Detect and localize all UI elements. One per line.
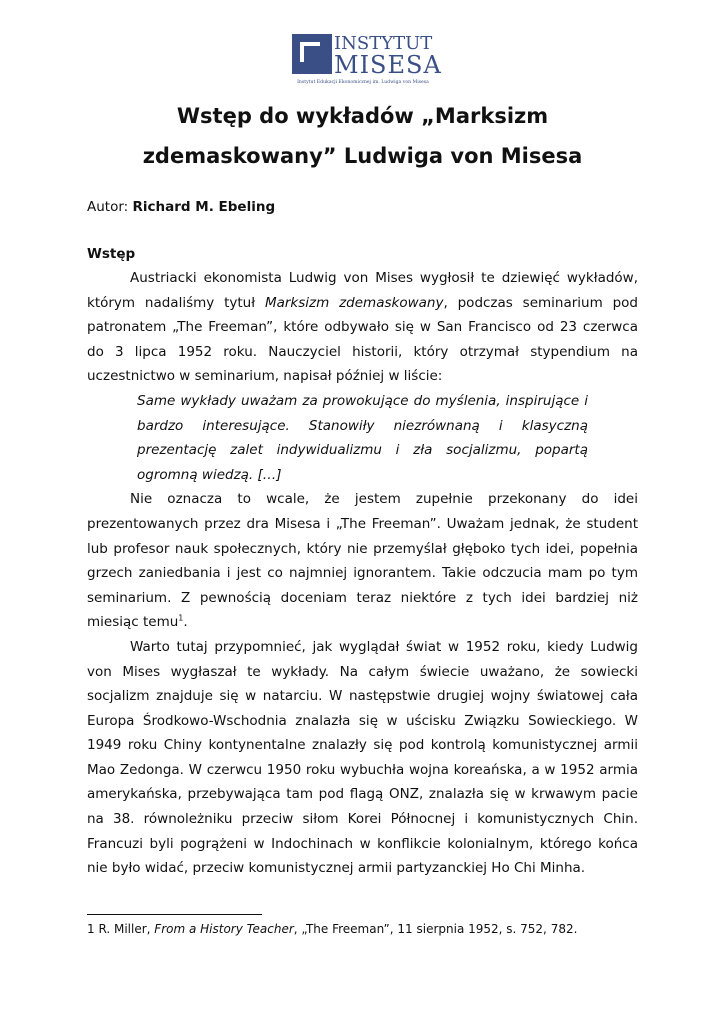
footnote [87, 922, 577, 936]
p2-end: . [183, 614, 188, 631]
footnote-divider [87, 914, 262, 915]
footnote-text-after: , „The Freeman”, 11 sierpnia 1952, s. 752, 782. [293, 922, 578, 936]
p1-text-before: Austriacki ekonomista Ludwig von Mises wygłosił te dziewięć wykładów, którym nadaliśmy tytuł [87, 270, 638, 311]
block-quote: Same wykłady uważam za prowokujące do myślenia, inspirujące i bardzo interesujące. Stanowiły niezrównaną i klasyczną prezentację zalet indywidualizmu i zła socjalizmu, popartą ogromną wiedzą. […] [137, 392, 588, 483]
document-body [87, 266, 638, 881]
author-label: Autor: [87, 199, 129, 215]
logo-line1: INSTYTUT [334, 33, 433, 54]
p2-text: Nie oznacza to wcale, że jestem zupełnie przekonany do idei prezentowanych przez dra Misesa i „The Freeman”. Uważam jednak, że student lub profesor nauk społecznych, który nie przemyślał głęboko tych idei, popełnia grzech zaniedbania i jest co najmniej ignorantem. Takie odczucia mam po tym seminarium. Z pewnością doceniam teraz niektóre z tych idei bardziej niż miesiąc temu [87, 491, 638, 631]
document-title [60, 96, 665, 176]
paragraph-3: Warto tutaj przypomnieć, jak wyglądał świat w 1952 roku, kiedy Ludwig von Mises wygłaszał te wykłady. Na całym świecie uważano, że sowiecki socjalizm znajduje się w natarciu. W następstwie drugiej wojny światowej cała Europa Środkowo-Wschodnia znalazła się w uścisku Związku Sowieckiego. W 1949 roku Chiny kontynentalne znalazły się pod kontrolą komunistycznej armii Mao Zedonga. W czerwcu 1950 roku wybuchła wojna koreańska, a w 1952 armia amerykańska, przebywająca tam pod flagą ONZ, znalazła się w krwawym pacie na 38. równoleżniku przeciw siłom Korei Północnej i komunistycznych Chin. Francuzi byli pogrążeni w Indochinach w konflikcie kolonialnym, którego końca nie było widać, przeciw komunistycznej armii partyzanckiej Ho Chi Minha. [87, 638, 638, 877]
p1-text-after: , podczas seminarium pod patronatem „The Freeman”, które odbywało się w San Francisco od 23 czerwca do 3 lipca 1952 roku. Nauczyciel historii, który otrzymał stypendium na uczestnictwo w seminarium, napisał później w liście: [87, 294, 639, 385]
author-line [87, 199, 275, 215]
footnote-text-before: R. Miller, [94, 922, 155, 936]
footnote-number: 1 [87, 922, 95, 936]
title-line2: zdemaskowany” Ludwiga von Misesa [142, 144, 583, 168]
paragraph-1 [87, 266, 638, 389]
paragraph-2 [87, 487, 638, 635]
footnote-italic-title: From a History Teacher [154, 922, 294, 936]
logo-line2: MISESA [334, 51, 442, 79]
logo-subtitle: Instytut Edukacji Ekonomicznej im. Ludwiga von Misesa [297, 80, 429, 85]
title-line1: Wstęp do wykładów „Marksizm [176, 104, 549, 128]
p1-italic-title: Marksizm zdemaskowany [264, 294, 444, 311]
section-heading: Wstęp [87, 246, 136, 262]
logo-mark-icon [292, 34, 332, 74]
author-name: Richard M. Ebeling [132, 199, 276, 215]
footnote-reference[interactable]: 1 [178, 613, 184, 623]
institute-logo [292, 30, 442, 88]
